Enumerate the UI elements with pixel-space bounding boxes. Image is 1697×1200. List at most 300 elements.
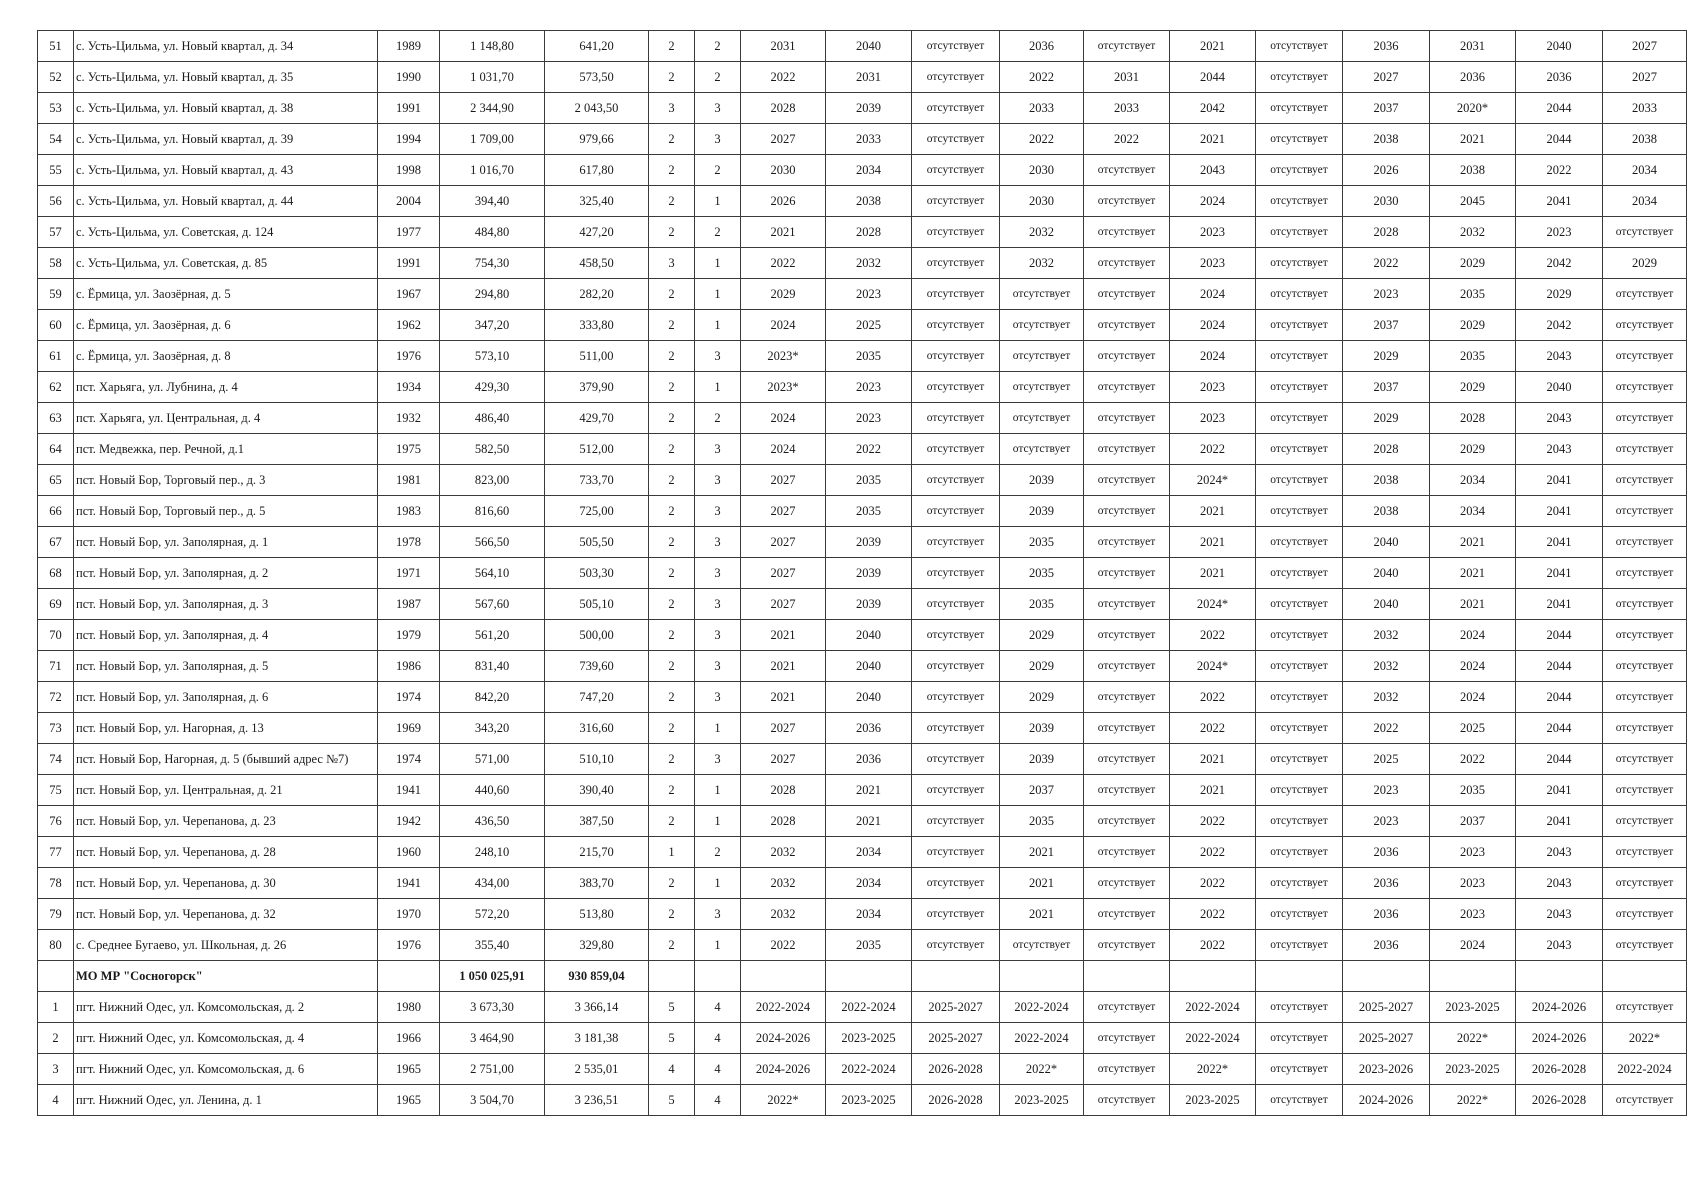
cell-year-built: 1966 <box>378 1023 440 1054</box>
cell-period-6: 2022 <box>1170 713 1256 744</box>
cell-row-number: 57 <box>38 217 74 248</box>
cell-entrances: 1 <box>695 806 741 837</box>
cell-period-1: 2032 <box>741 899 826 930</box>
cell-living-area: 316,60 <box>545 713 649 744</box>
cell-entrances: 2 <box>695 155 741 186</box>
cell-address: пст. Новый Бор, ул. Нагорная, д. 13 <box>74 713 378 744</box>
cell-period-7: отсутствует <box>1256 1023 1343 1054</box>
cell-period-11: отсутствует <box>1603 1085 1687 1116</box>
cell-total-area: 823,00 <box>440 465 545 496</box>
cell-period-8: 2022 <box>1343 713 1430 744</box>
cell-period-8: 2024-2026 <box>1343 1085 1430 1116</box>
cell-period-1: 2024-2026 <box>741 1023 826 1054</box>
cell-living-area: 325,40 <box>545 186 649 217</box>
cell-period-7: отсутствует <box>1256 248 1343 279</box>
table-row <box>38 806 1687 837</box>
cell-period-6: 2024 <box>1170 186 1256 217</box>
cell-period-7: отсутствует <box>1256 372 1343 403</box>
cell-entrances: 4 <box>695 1054 741 1085</box>
cell-floors: 2 <box>649 186 695 217</box>
cell-period-10: 2026-2028 <box>1516 1054 1603 1085</box>
cell-period-1: 2032 <box>741 837 826 868</box>
cell-period-7: отсутствует <box>1256 93 1343 124</box>
cell-period-3: 2026-2028 <box>912 1085 1000 1116</box>
cell-period-11: отсутствует <box>1603 217 1687 248</box>
cell-year-built: 1980 <box>378 992 440 1023</box>
cell-entrances: 3 <box>695 527 741 558</box>
cell-address: пст. Новый Бор, Торговый пер., д. 3 <box>74 465 378 496</box>
cell-period-1: 2021 <box>741 217 826 248</box>
cell-floors: 2 <box>649 806 695 837</box>
cell-row-number: 60 <box>38 310 74 341</box>
cell-period-4: 2022-2024 <box>1000 992 1084 1023</box>
cell-period-8: 2040 <box>1343 527 1430 558</box>
cell-year-built: 1981 <box>378 465 440 496</box>
cell-period-6: 2044 <box>1170 62 1256 93</box>
cell-period-11: 2027 <box>1603 62 1687 93</box>
cell-period-5: отсутствует <box>1084 868 1170 899</box>
cell-period-4: 2035 <box>1000 527 1084 558</box>
cell-period-10: 2044 <box>1516 651 1603 682</box>
cell-year-built: 1967 <box>378 279 440 310</box>
cell-period-7: отсутствует <box>1256 775 1343 806</box>
cell-period-5: отсутствует <box>1084 341 1170 372</box>
cell-period-9: 2034 <box>1430 496 1516 527</box>
table-row <box>38 1054 1687 1085</box>
cell-period-2: 2038 <box>826 186 912 217</box>
cell-period-1: 2021 <box>741 651 826 682</box>
cell-entrances: 3 <box>695 124 741 155</box>
cell-row-number: 2 <box>38 1023 74 1054</box>
cell-floors: 2 <box>649 496 695 527</box>
cell-living-area: 510,10 <box>545 744 649 775</box>
cell-row-number: 72 <box>38 682 74 713</box>
cell-entrances: 2 <box>695 217 741 248</box>
cell-period-4: 2022* <box>1000 1054 1084 1085</box>
cell-period-11: отсутствует <box>1603 527 1687 558</box>
cell-period-6: 2023 <box>1170 217 1256 248</box>
cell-total-area: 429,30 <box>440 372 545 403</box>
cell-period-4: отсутствует <box>1000 403 1084 434</box>
cell-period-3: отсутствует <box>912 341 1000 372</box>
cell-period-3: отсутствует <box>912 651 1000 682</box>
cell-period-1: 2027 <box>741 496 826 527</box>
cell-floors: 2 <box>649 899 695 930</box>
cell-period-6: 2022 <box>1170 899 1256 930</box>
cell-address: пст. Новый Бор, ул. Заполярная, д. 3 <box>74 589 378 620</box>
cell-floors: 2 <box>649 713 695 744</box>
cell-period-7: отсутствует <box>1256 744 1343 775</box>
cell-period-1: 2027 <box>741 558 826 589</box>
cell-period-9: 2035 <box>1430 341 1516 372</box>
cell-address: пст. Новый Бор, ул. Черепанова, д. 32 <box>74 899 378 930</box>
table-body <box>38 31 1687 1116</box>
table-row <box>38 930 1687 961</box>
cell-period-11: отсутствует <box>1603 279 1687 310</box>
cell-period-2 <box>826 961 912 992</box>
cell-address: МО МР "Сосногорск" <box>74 961 378 992</box>
cell-entrances: 2 <box>695 31 741 62</box>
cell-total-area: 2 344,90 <box>440 93 545 124</box>
cell-period-5: отсутствует <box>1084 279 1170 310</box>
cell-period-3: отсутствует <box>912 558 1000 589</box>
cell-period-4: 2021 <box>1000 868 1084 899</box>
cell-period-9: 2029 <box>1430 372 1516 403</box>
cell-period-11: 2033 <box>1603 93 1687 124</box>
table-row <box>38 1023 1687 1054</box>
cell-entrances: 3 <box>695 682 741 713</box>
cell-living-area: 3 236,51 <box>545 1085 649 1116</box>
cell-period-3: отсутствует <box>912 279 1000 310</box>
cell-year-built: 1991 <box>378 93 440 124</box>
cell-period-11: отсутствует <box>1603 403 1687 434</box>
cell-period-6: 2022* <box>1170 1054 1256 1085</box>
table-row <box>38 434 1687 465</box>
cell-period-10: 2044 <box>1516 620 1603 651</box>
data-table <box>37 30 1687 1116</box>
cell-year-built: 1983 <box>378 496 440 527</box>
cell-period-10: 2041 <box>1516 465 1603 496</box>
cell-period-9: 2045 <box>1430 186 1516 217</box>
cell-period-2: 2036 <box>826 744 912 775</box>
cell-total-area: 1 016,70 <box>440 155 545 186</box>
cell-living-area: 930 859,04 <box>545 961 649 992</box>
cell-period-10: 2024-2026 <box>1516 992 1603 1023</box>
cell-period-3: отсутствует <box>912 62 1000 93</box>
cell-period-5: отсутствует <box>1084 589 1170 620</box>
cell-living-area: 725,00 <box>545 496 649 527</box>
cell-period-9: 2038 <box>1430 155 1516 186</box>
cell-period-2: 2039 <box>826 558 912 589</box>
cell-floors: 2 <box>649 310 695 341</box>
cell-period-9: 2032 <box>1430 217 1516 248</box>
cell-period-7: отсутствует <box>1256 155 1343 186</box>
cell-living-area: 505,50 <box>545 527 649 558</box>
cell-period-6: 2022 <box>1170 682 1256 713</box>
cell-period-4: 2022 <box>1000 124 1084 155</box>
cell-living-area: 429,70 <box>545 403 649 434</box>
table-row <box>38 155 1687 186</box>
cell-period-11: 2034 <box>1603 155 1687 186</box>
cell-period-8: 2037 <box>1343 310 1430 341</box>
cell-period-10: 2043 <box>1516 837 1603 868</box>
table-row <box>38 62 1687 93</box>
table-row <box>38 93 1687 124</box>
cell-total-area: 394,40 <box>440 186 545 217</box>
cell-period-11: отсутствует <box>1603 465 1687 496</box>
cell-period-7: отсутствует <box>1256 930 1343 961</box>
cell-year-built: 1941 <box>378 775 440 806</box>
cell-address: пст. Новый Бор, Нагорная, д. 5 (бывший адрес №7) <box>74 744 378 775</box>
cell-address: с. Среднее Бугаево, ул. Школьная, д. 26 <box>74 930 378 961</box>
cell-period-6: 2021 <box>1170 744 1256 775</box>
cell-period-6: 2022-2024 <box>1170 992 1256 1023</box>
cell-period-11: 2022-2024 <box>1603 1054 1687 1085</box>
table-row <box>38 899 1687 930</box>
cell-total-area: 1 031,70 <box>440 62 545 93</box>
cell-living-area: 387,50 <box>545 806 649 837</box>
cell-floors: 2 <box>649 465 695 496</box>
cell-period-6: 2023-2025 <box>1170 1085 1256 1116</box>
cell-living-area: 739,60 <box>545 651 649 682</box>
cell-living-area: 617,80 <box>545 155 649 186</box>
cell-period-8: 2036 <box>1343 868 1430 899</box>
cell-total-area: 3 464,90 <box>440 1023 545 1054</box>
cell-period-2: 2039 <box>826 589 912 620</box>
cell-period-2: 2035 <box>826 496 912 527</box>
cell-address: пст. Новый Бор, ул. Заполярная, д. 5 <box>74 651 378 682</box>
cell-year-built: 1974 <box>378 744 440 775</box>
cell-period-2: 2023-2025 <box>826 1023 912 1054</box>
cell-floors <box>649 961 695 992</box>
cell-period-7: отсутствует <box>1256 806 1343 837</box>
cell-period-8: 2032 <box>1343 682 1430 713</box>
cell-period-8: 2038 <box>1343 496 1430 527</box>
cell-period-1: 2023* <box>741 341 826 372</box>
cell-period-7: отсутствует <box>1256 186 1343 217</box>
cell-period-5: отсутствует <box>1084 465 1170 496</box>
cell-row-number: 68 <box>38 558 74 589</box>
cell-period-3: отсутствует <box>912 465 1000 496</box>
cell-period-6: 2022 <box>1170 930 1256 961</box>
table-row <box>38 744 1687 775</box>
table-row <box>38 217 1687 248</box>
cell-address: пст. Новый Бор, ул. Черепанова, д. 28 <box>74 837 378 868</box>
cell-period-5: отсутствует <box>1084 775 1170 806</box>
cell-period-2: 2040 <box>826 620 912 651</box>
cell-period-7: отсутствует <box>1256 682 1343 713</box>
cell-period-5: отсутствует <box>1084 1023 1170 1054</box>
table-row <box>38 341 1687 372</box>
cell-period-9: 2021 <box>1430 558 1516 589</box>
cell-total-area: 484,80 <box>440 217 545 248</box>
cell-period-9: 2028 <box>1430 403 1516 434</box>
cell-row-number <box>38 961 74 992</box>
table-row <box>38 558 1687 589</box>
cell-period-1: 2024 <box>741 403 826 434</box>
cell-address: с. Усть-Цильма, ул. Новый квартал, д. 34 <box>74 31 378 62</box>
cell-total-area: 486,40 <box>440 403 545 434</box>
cell-floors: 4 <box>649 1054 695 1085</box>
cell-period-11: отсутствует <box>1603 341 1687 372</box>
cell-period-10: 2041 <box>1516 496 1603 527</box>
cell-total-area: 3 504,70 <box>440 1085 545 1116</box>
group-header-row <box>38 961 1687 992</box>
cell-row-number: 77 <box>38 837 74 868</box>
cell-row-number: 78 <box>38 868 74 899</box>
cell-period-5: отсутствует <box>1084 806 1170 837</box>
cell-total-area: 347,20 <box>440 310 545 341</box>
cell-year-built: 1965 <box>378 1054 440 1085</box>
cell-period-8: 2040 <box>1343 589 1430 620</box>
cell-period-1: 2027 <box>741 527 826 558</box>
cell-period-5: отсутствует <box>1084 899 1170 930</box>
cell-total-area: 436,50 <box>440 806 545 837</box>
cell-floors: 2 <box>649 558 695 589</box>
cell-period-5: отсутствует <box>1084 1054 1170 1085</box>
cell-entrances: 1 <box>695 248 741 279</box>
cell-period-5: отсутствует <box>1084 744 1170 775</box>
cell-entrances: 2 <box>695 403 741 434</box>
table-row <box>38 1085 1687 1116</box>
cell-period-2: 2031 <box>826 62 912 93</box>
cell-floors: 2 <box>649 589 695 620</box>
cell-period-11: отсутствует <box>1603 682 1687 713</box>
cell-total-area: 2 751,00 <box>440 1054 545 1085</box>
cell-period-1: 2024-2026 <box>741 1054 826 1085</box>
cell-floors: 2 <box>649 527 695 558</box>
cell-period-6: 2021 <box>1170 527 1256 558</box>
cell-period-10: 2024-2026 <box>1516 1023 1603 1054</box>
cell-period-7: отсутствует <box>1256 1054 1343 1085</box>
cell-address: пгт. Нижний Одес, ул. Комсомольская, д. 2 <box>74 992 378 1023</box>
cell-period-8 <box>1343 961 1430 992</box>
cell-period-11: отсутствует <box>1603 868 1687 899</box>
cell-period-5: отсутствует <box>1084 217 1170 248</box>
cell-period-4: 2033 <box>1000 93 1084 124</box>
cell-period-10: 2041 <box>1516 806 1603 837</box>
cell-year-built: 1969 <box>378 713 440 744</box>
cell-period-1: 2029 <box>741 279 826 310</box>
cell-entrances: 3 <box>695 589 741 620</box>
cell-row-number: 76 <box>38 806 74 837</box>
cell-period-4: отсутствует <box>1000 434 1084 465</box>
cell-period-8: 2038 <box>1343 124 1430 155</box>
cell-period-6 <box>1170 961 1256 992</box>
cell-year-built: 1979 <box>378 620 440 651</box>
cell-period-6: 2024 <box>1170 310 1256 341</box>
cell-period-1: 2031 <box>741 31 826 62</box>
cell-period-2: 2035 <box>826 930 912 961</box>
cell-period-7: отсутствует <box>1256 620 1343 651</box>
cell-period-4: 2039 <box>1000 744 1084 775</box>
cell-period-3: отсутствует <box>912 744 1000 775</box>
cell-period-8: 2025-2027 <box>1343 992 1430 1023</box>
cell-period-9: 2036 <box>1430 62 1516 93</box>
cell-living-area: 2 043,50 <box>545 93 649 124</box>
cell-period-10: 2043 <box>1516 434 1603 465</box>
table-row <box>38 465 1687 496</box>
cell-period-5: отсутствует <box>1084 186 1170 217</box>
cell-period-4: 2035 <box>1000 806 1084 837</box>
cell-period-7: отсутствует <box>1256 31 1343 62</box>
cell-period-7: отсутствует <box>1256 279 1343 310</box>
cell-period-6: 2024 <box>1170 279 1256 310</box>
cell-entrances: 3 <box>695 651 741 682</box>
cell-living-area: 500,00 <box>545 620 649 651</box>
cell-period-4: 2029 <box>1000 651 1084 682</box>
cell-period-6: 2043 <box>1170 155 1256 186</box>
cell-period-7: отсутствует <box>1256 837 1343 868</box>
cell-period-4: 2023-2025 <box>1000 1085 1084 1116</box>
cell-total-area: 1 148,80 <box>440 31 545 62</box>
cell-period-11: 2029 <box>1603 248 1687 279</box>
cell-address: с. Ёрмица, ул. Заозёрная, д. 5 <box>74 279 378 310</box>
cell-period-3: отсутствует <box>912 186 1000 217</box>
cell-period-9: 2037 <box>1430 806 1516 837</box>
cell-period-5: отсутствует <box>1084 372 1170 403</box>
table-row <box>38 31 1687 62</box>
cell-period-1: 2032 <box>741 868 826 899</box>
cell-period-11 <box>1603 961 1687 992</box>
cell-period-8: 2036 <box>1343 899 1430 930</box>
cell-period-2: 2040 <box>826 682 912 713</box>
cell-total-area: 355,40 <box>440 930 545 961</box>
cell-entrances: 4 <box>695 1023 741 1054</box>
table-row <box>38 589 1687 620</box>
cell-row-number: 54 <box>38 124 74 155</box>
cell-period-7: отсутствует <box>1256 217 1343 248</box>
cell-period-2: 2022-2024 <box>826 992 912 1023</box>
cell-entrances: 1 <box>695 930 741 961</box>
cell-period-9: 2029 <box>1430 248 1516 279</box>
cell-period-4: 2022 <box>1000 62 1084 93</box>
cell-period-2: 2032 <box>826 248 912 279</box>
cell-period-8: 2030 <box>1343 186 1430 217</box>
cell-row-number: 3 <box>38 1054 74 1085</box>
cell-period-4: 2036 <box>1000 31 1084 62</box>
cell-row-number: 65 <box>38 465 74 496</box>
cell-period-1: 2027 <box>741 589 826 620</box>
cell-period-7: отсутствует <box>1256 341 1343 372</box>
cell-address: с. Ёрмица, ул. Заозёрная, д. 8 <box>74 341 378 372</box>
cell-period-10: 2022 <box>1516 155 1603 186</box>
cell-period-1: 2027 <box>741 465 826 496</box>
cell-period-4: 2032 <box>1000 248 1084 279</box>
cell-period-6: 2021 <box>1170 558 1256 589</box>
cell-period-1: 2021 <box>741 620 826 651</box>
cell-living-area: 383,70 <box>545 868 649 899</box>
cell-entrances: 1 <box>695 186 741 217</box>
cell-period-3: отсутствует <box>912 372 1000 403</box>
cell-year-built: 1994 <box>378 124 440 155</box>
cell-entrances: 3 <box>695 434 741 465</box>
cell-period-5: отсутствует <box>1084 155 1170 186</box>
cell-period-8: 2023 <box>1343 806 1430 837</box>
cell-living-area: 3 181,38 <box>545 1023 649 1054</box>
cell-floors: 3 <box>649 93 695 124</box>
cell-period-3: отсутствует <box>912 403 1000 434</box>
cell-address: пст. Новый Бор, Торговый пер., д. 5 <box>74 496 378 527</box>
cell-period-4: 2035 <box>1000 589 1084 620</box>
cell-period-10: 2044 <box>1516 713 1603 744</box>
cell-total-area: 561,20 <box>440 620 545 651</box>
cell-period-10: 2040 <box>1516 31 1603 62</box>
cell-period-8: 2023-2026 <box>1343 1054 1430 1085</box>
cell-period-5: 2033 <box>1084 93 1170 124</box>
cell-period-2: 2022 <box>826 434 912 465</box>
cell-living-area: 505,10 <box>545 589 649 620</box>
table-row <box>38 496 1687 527</box>
cell-period-8: 2036 <box>1343 837 1430 868</box>
cell-period-3: отсутствует <box>912 837 1000 868</box>
cell-address: пст. Харьяга, ул. Центральная, д. 4 <box>74 403 378 434</box>
cell-period-3: 2025-2027 <box>912 992 1000 1023</box>
cell-period-8: 2037 <box>1343 93 1430 124</box>
cell-period-9: 2029 <box>1430 434 1516 465</box>
cell-entrances: 1 <box>695 310 741 341</box>
cell-period-3: отсутствует <box>912 434 1000 465</box>
cell-row-number: 74 <box>38 744 74 775</box>
cell-year-built: 1986 <box>378 651 440 682</box>
cell-total-area: 573,10 <box>440 341 545 372</box>
cell-year-built: 1977 <box>378 217 440 248</box>
cell-entrances: 2 <box>695 837 741 868</box>
cell-row-number: 55 <box>38 155 74 186</box>
cell-period-3: 2025-2027 <box>912 1023 1000 1054</box>
cell-period-5: отсутствует <box>1084 713 1170 744</box>
cell-entrances: 1 <box>695 775 741 806</box>
